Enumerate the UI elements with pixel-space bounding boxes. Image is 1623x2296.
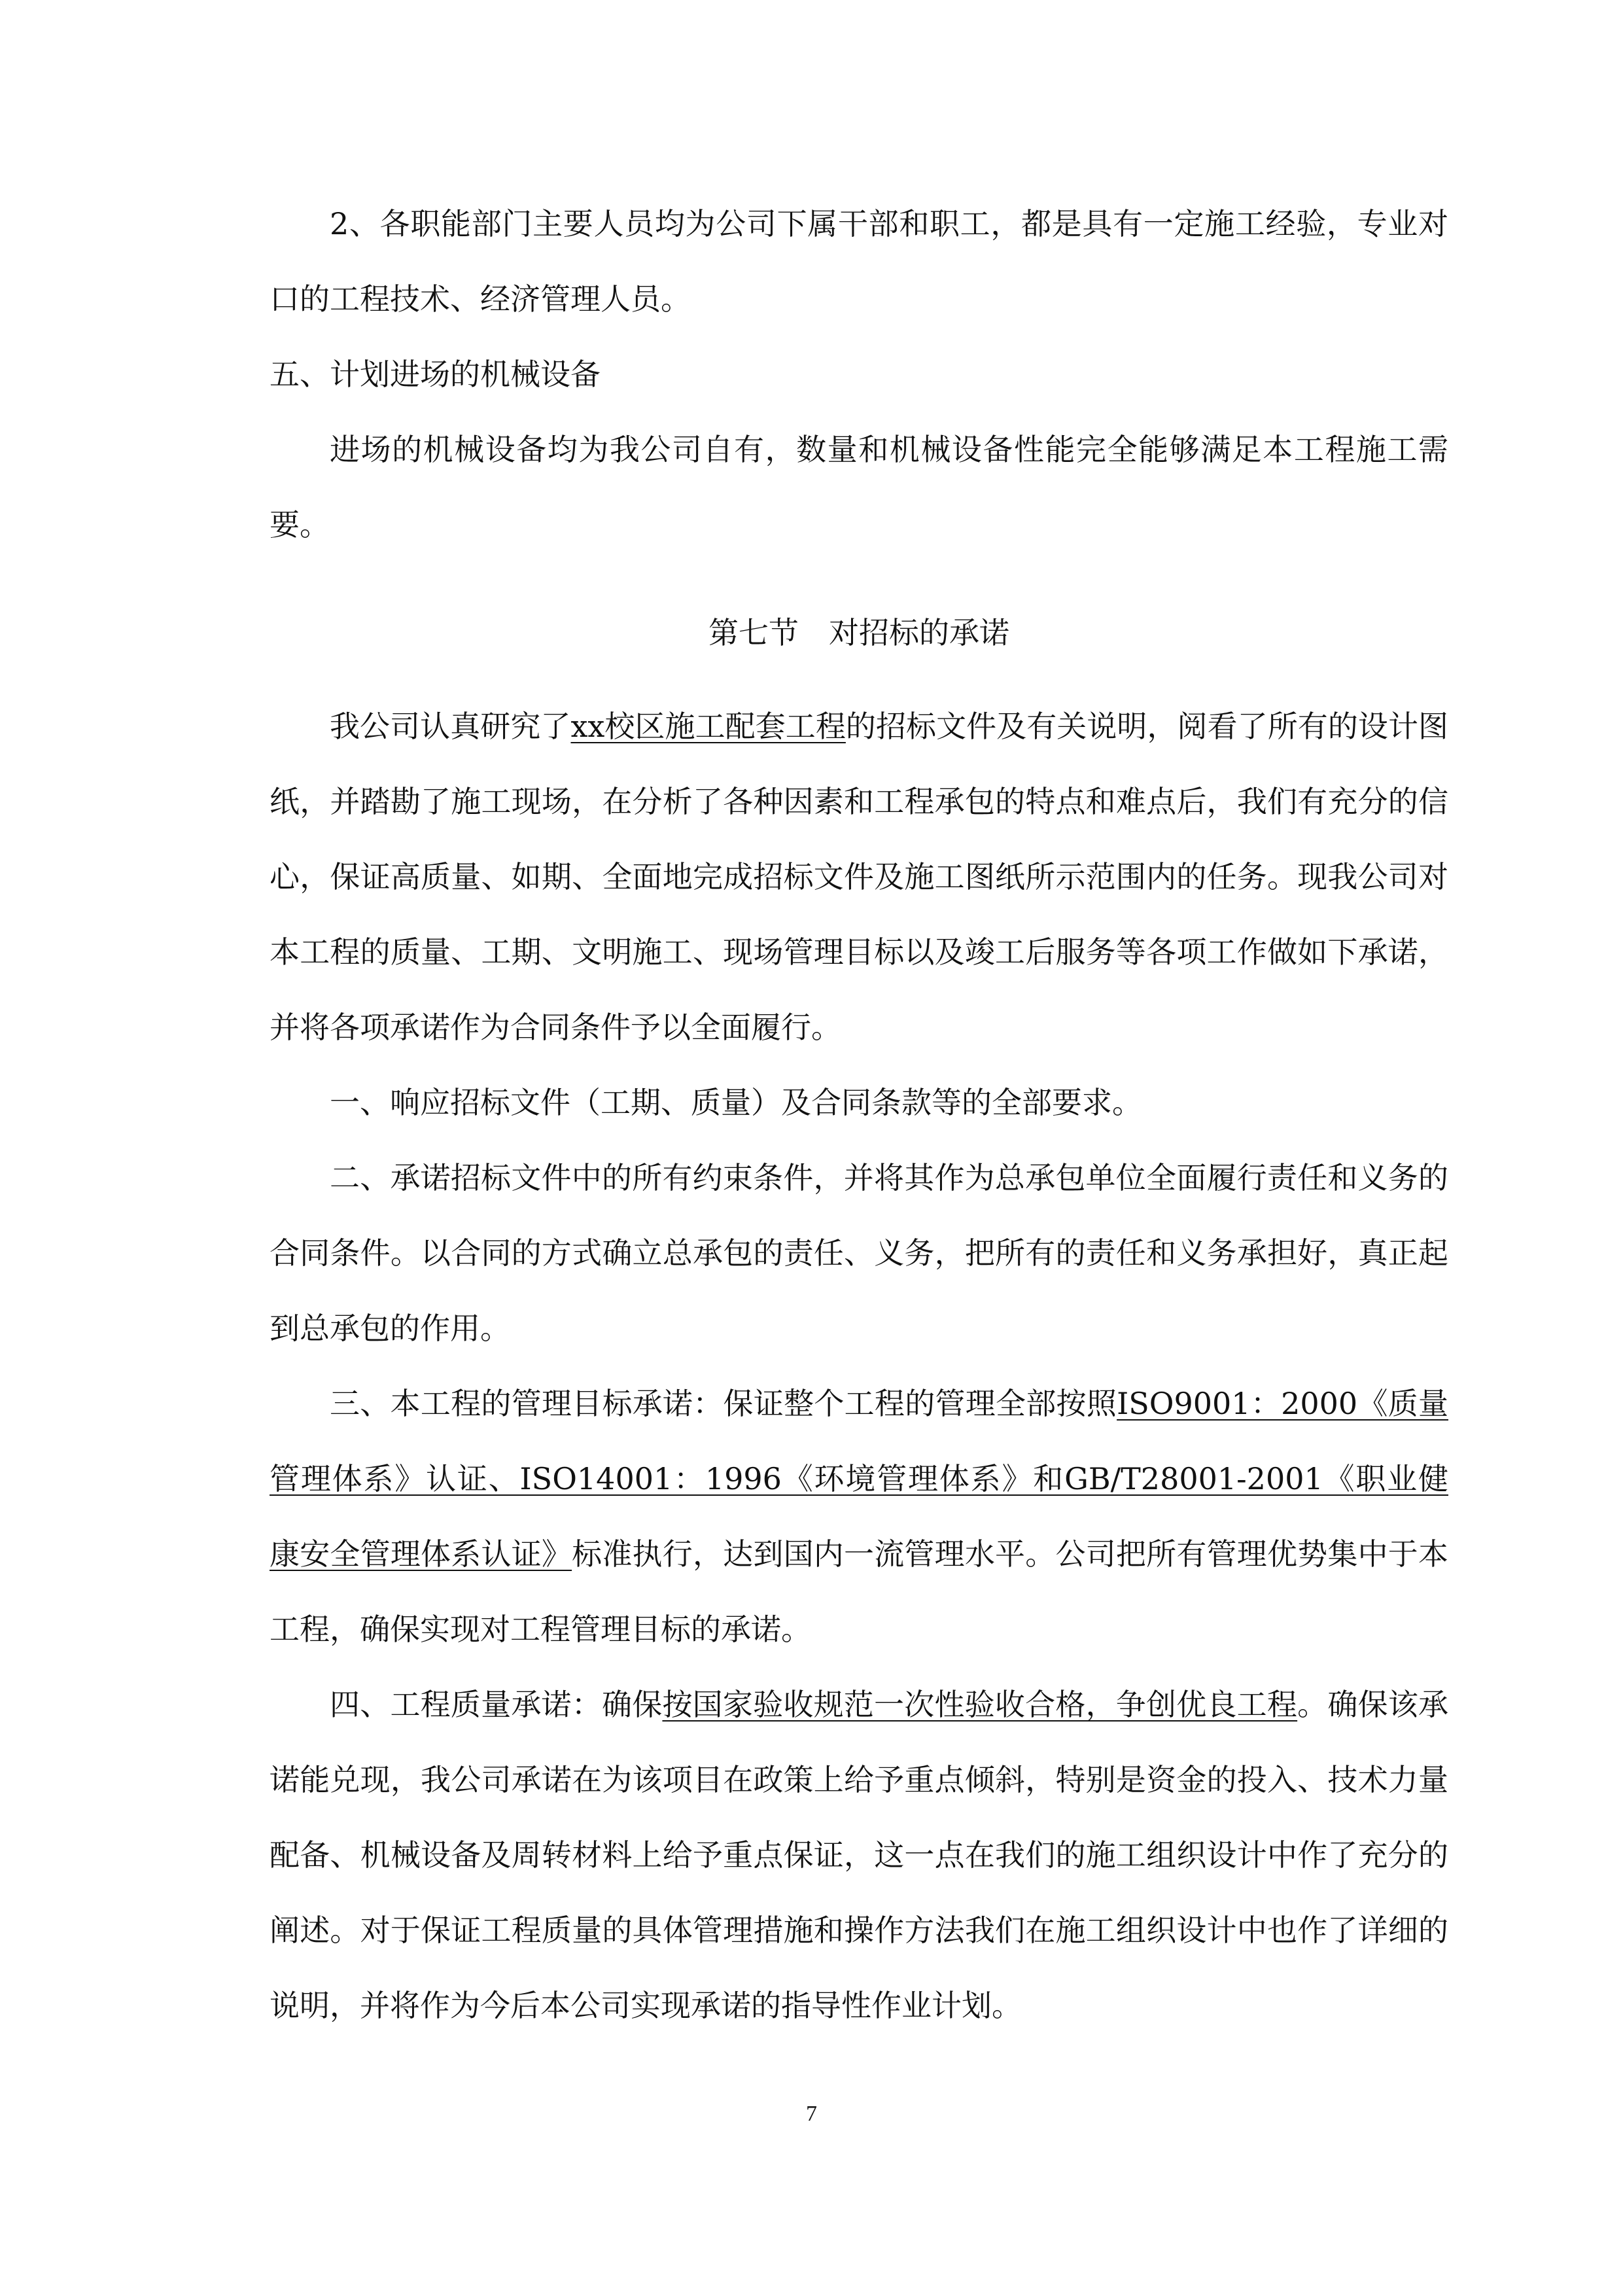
page-number: 7	[806, 2102, 817, 2126]
commitment-item-1: 一、响应招标文件（工期、质量）及合同条款等的全部要求。	[330, 1085, 1142, 1120]
item4-text-a: 四、工程质量承诺：确保	[330, 1687, 663, 1722]
intro-text-b: 的招标文件及有关说明，阅看了所有的设计图纸，并踏勘了施工现场，在分析了各种因素和工程承包的特点和难点后，我们有充分的信心，保证高质量、如期、全面地完成招标文件及施工图纸所示范围内的任务。现我公司对本工程的质量、工期、文明施工、现场管理目标以及竣工后服务等各项工作做如下承诺，并将各项承诺作为合同条件予以全面履行。	[270, 709, 1449, 1045]
item3-text-a: 三、本工程的管理目标承诺：保证整个工程的管理全部按照	[330, 1386, 1117, 1421]
heading-equipment: 五、计划进场的机械设备	[270, 357, 601, 392]
document-body	[270, 186, 1448, 2043]
paragraph-staff: 2、各职能部门主要人员均为公司下属干部和职工，都是具有一定施工经验，专业对口的工程技术、经济管理人员。	[270, 206, 1448, 317]
intro-text-a: 我公司认真研究了	[330, 709, 571, 744]
section-title: 第七节 对招标的承诺	[708, 615, 1009, 650]
commitment-item-4	[270, 1667, 1448, 2043]
paragraph-intro	[270, 689, 1448, 1065]
item4-text-b: 。确保该承诺能兑现，我公司承诺在为该项目在政策上给予重点倾斜，特别是资金的投入、技术力量配备、机械设备及周转材料上给予重点保证，这一点在我们的施工组织设计中作了充分的阐述。对于保证工程质量的具体管理措施和操作方法我们在施工组织设计中也作了详细的说明，并将作为今后本公司实现承诺的指导性作业计划。	[270, 1687, 1449, 2023]
commitment-item-2: 二、承诺招标文件中的所有约束条件，并将其作为总承包单位全面履行责任和义务的合同条件。以合同的方式确立总承包的责任、义务，把所有的责任和义务承担好，真正起到总承包的作用。	[270, 1160, 1448, 1346]
project-name-underlined: xx校区施工配套工程	[570, 709, 846, 744]
commitment-item-3	[270, 1366, 1448, 1667]
paragraph-equipment: 进场的机械设备均为我公司自有，数量和机械设备性能完全能够满足本工程施工需要。	[270, 432, 1448, 542]
quality-goal-underlined: 按国家验收规范一次性验收合格，争创优良工程	[662, 1687, 1298, 1722]
standards-underlined: ISO9001：2000《质量管理体系》认证、ISO14001：1996《环境管理体系》和GB/T28001-2001《职业健康安全管理体系认证》	[270, 1386, 1449, 1572]
item3-text-b: 标准执行，达到国内一流管理水平。公司把所有管理优势集中于本工程，确保实现对工程管理目标的承诺。	[270, 1536, 1449, 1647]
